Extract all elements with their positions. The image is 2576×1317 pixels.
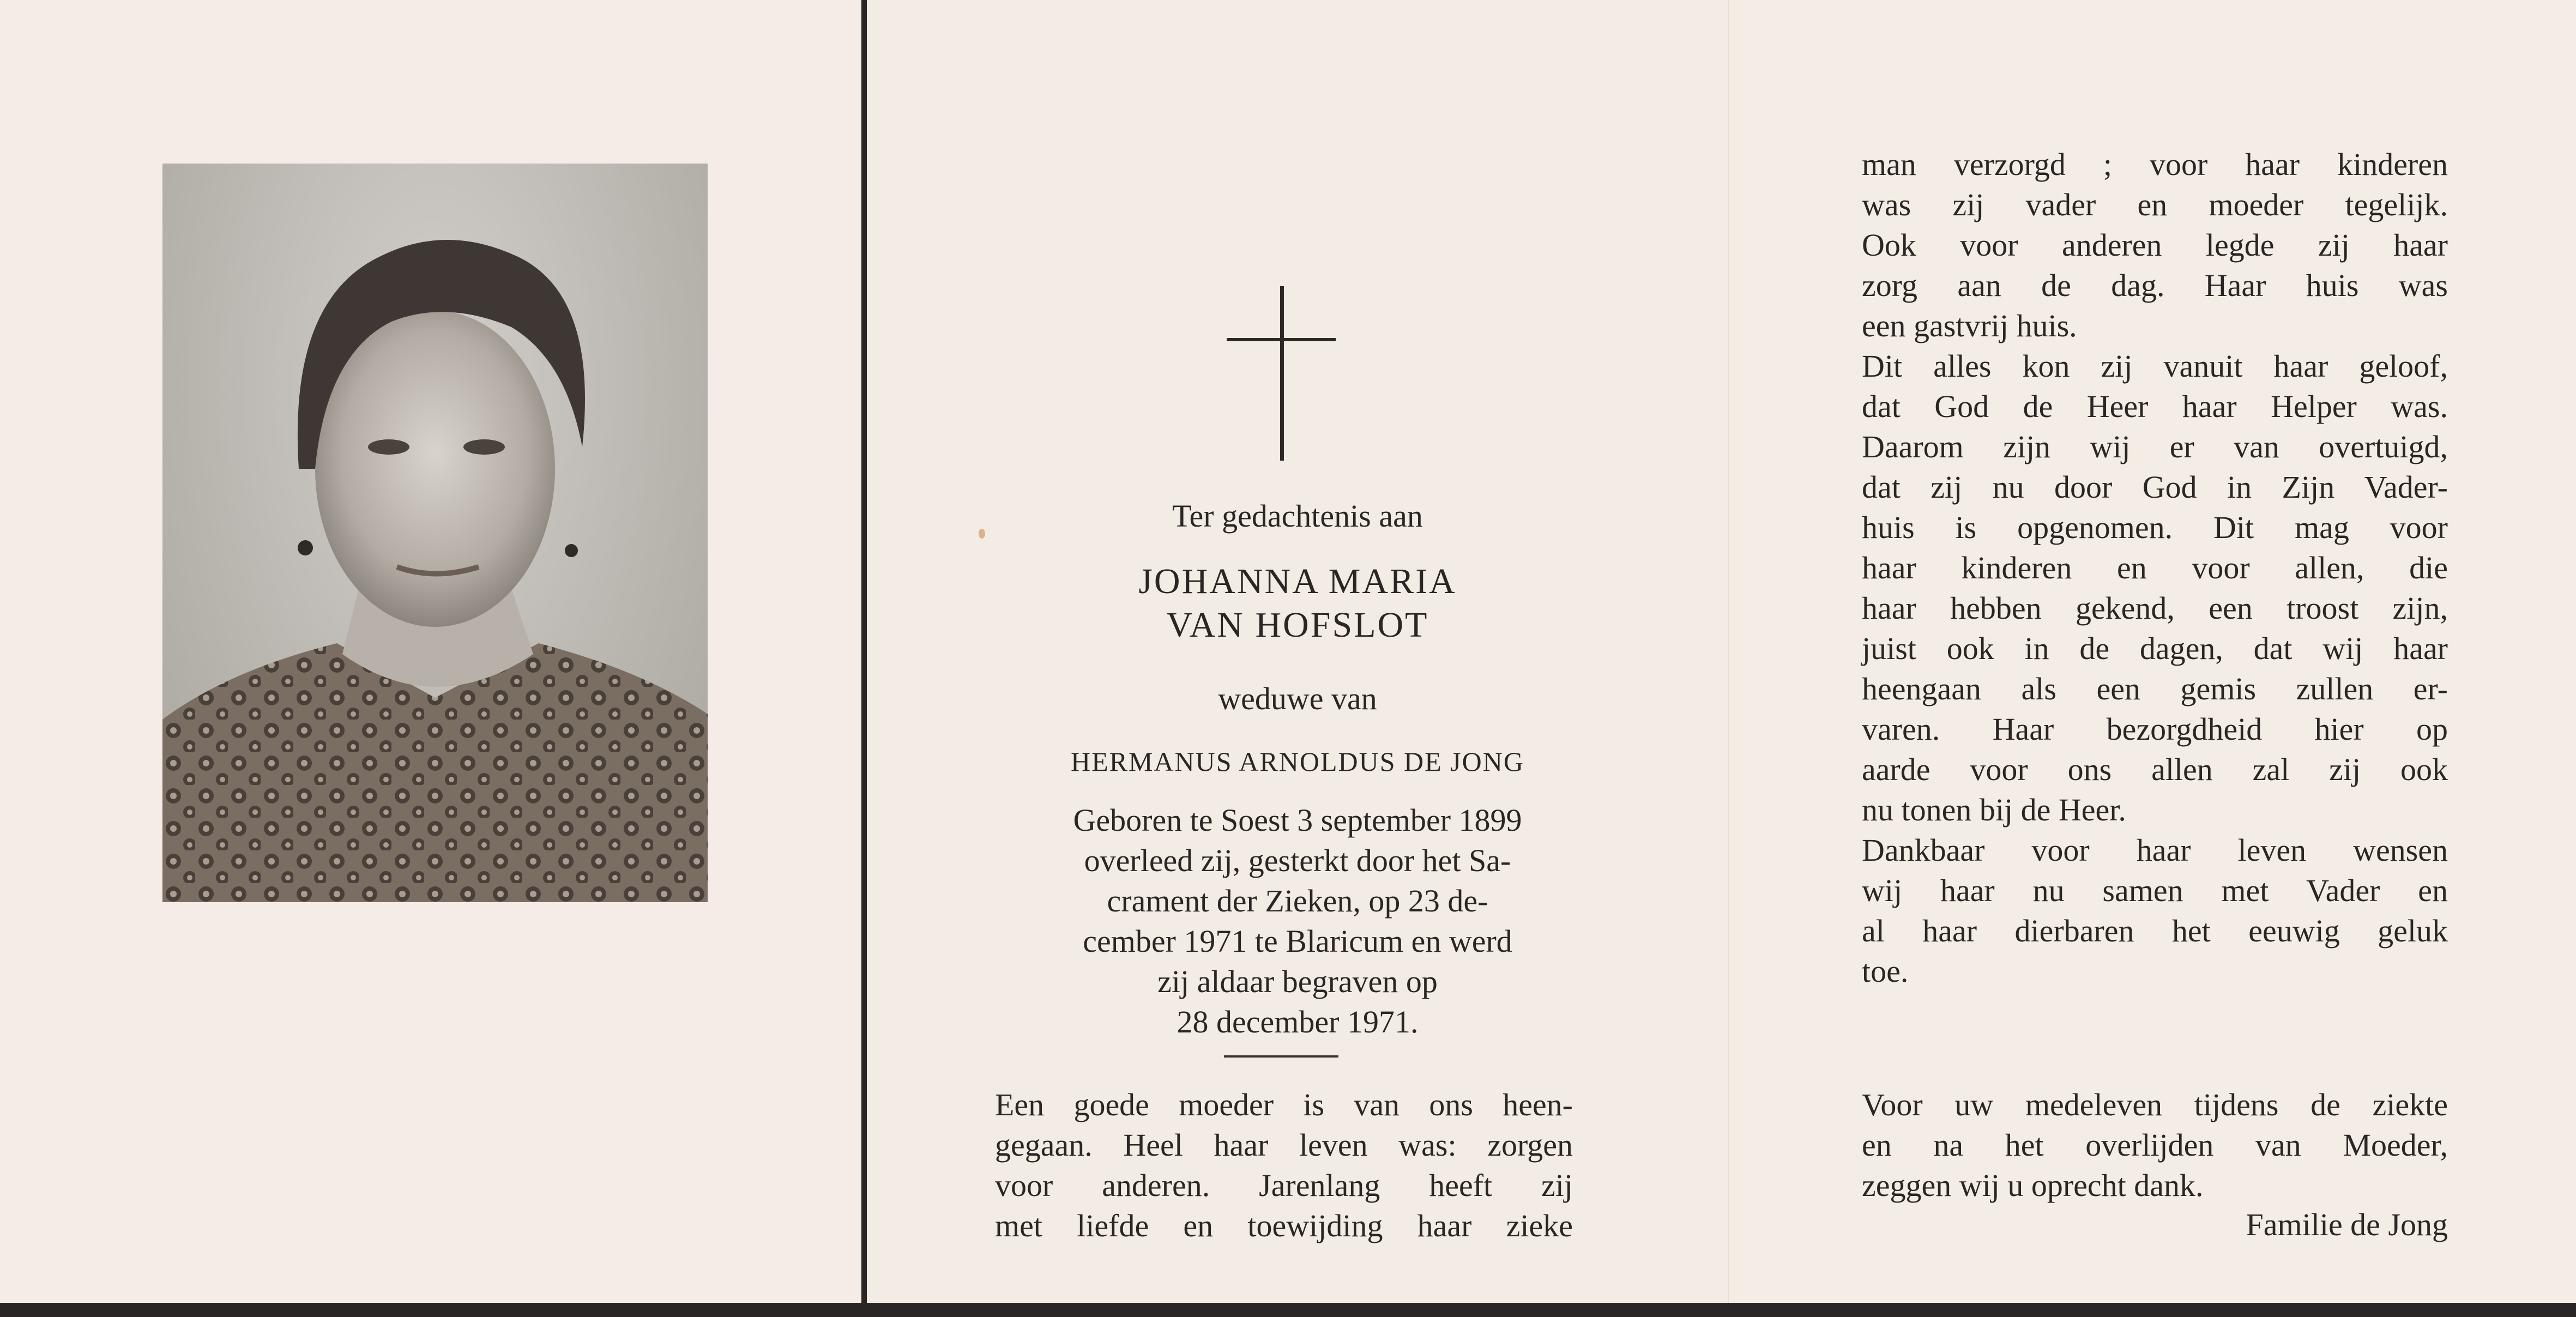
paragraph-line: dat zij nu door God in Zijn Vader- <box>1862 469 2448 505</box>
paragraph-line: toe. <box>1862 953 1909 989</box>
paragraph-line: haar hebben gekend, een troost zijn, <box>1862 590 2448 626</box>
right-paragraph <box>1862 144 2448 992</box>
bio-line: zij aldaar begraven op <box>1157 964 1438 999</box>
thanks-line: zeggen wij u oprecht dank. <box>1862 1168 2204 1203</box>
portrait-photo <box>162 164 708 902</box>
name-last: VAN HOFSLOT <box>1166 605 1429 645</box>
signature: Familie de Jong <box>2246 1207 2448 1242</box>
paragraph-line: wij haar nu samen met Vader en <box>1862 873 2448 908</box>
biography <box>992 800 1603 1042</box>
paragraph-line: man verzorgd ; voor haar kinderen <box>1862 147 2448 182</box>
paragraph-line: was zij vader en moeder tegelijk. <box>1862 187 2448 222</box>
paragraph-line: Daarom zijn wij er van overtuigd, <box>1862 429 2448 464</box>
thanks-line: Voor uw medeleven tijdens de ziekte <box>1862 1087 2448 1122</box>
paragraph-line: dat God de Heer haar Helper was. <box>1862 389 2448 424</box>
bio-line: overleed zij, gesterkt door het Sa- <box>1084 843 1511 878</box>
paragraph-line: een gastvrij huis. <box>1862 308 2077 343</box>
paragraph-line: haar kinderen en voor allen, die <box>1862 550 2448 585</box>
bio-line: crament der Zieken, op 23 de- <box>1107 883 1488 919</box>
paragraph-line: met liefde en toewijding haar zieke <box>995 1208 1573 1243</box>
paragraph-line: heengaan als een gemis zullen er- <box>1862 671 2448 706</box>
paragraph-line: nu tonen bij de Heer. <box>1862 792 2126 827</box>
paragraph-line: huis is opgenomen. Dit mag voor <box>1862 510 2448 545</box>
widow-line: weduwe van <box>1218 681 1377 716</box>
paper-stain <box>979 529 985 539</box>
paragraph-line: al haar dierbaren het eeuwig geluk <box>1862 913 2448 949</box>
divider <box>1224 1055 1338 1058</box>
left-panel <box>0 0 861 1303</box>
paragraph-line: Dit alles kon zij vanuit haar geloof, <box>1862 348 2448 384</box>
portrait-illustration <box>162 164 708 902</box>
middle-paragraph <box>995 1085 1573 1246</box>
paragraph-line: Ook voor anderen legde zij haar <box>1862 227 2448 263</box>
bio-line: Geboren te Soest 3 september 1899 <box>1073 802 1522 838</box>
thanks-paragraph <box>1862 1085 2448 1206</box>
cross-icon <box>1227 286 1336 461</box>
paragraph-line: varen. Haar bezorgdheid hier op <box>1862 711 2448 747</box>
paragraph-line: gegaan. Heel haar leven was: zorgen <box>995 1127 1573 1163</box>
thanks-line: en na het overlijden van Moeder, <box>1862 1127 2448 1163</box>
paragraph-line: aarde voor ons allen zal zij ook <box>1862 752 2448 787</box>
bio-line: 28 december 1971. <box>1177 1004 1419 1040</box>
paragraph-line: voor anderen. Jarenlang heeft zij <box>995 1168 1573 1203</box>
husband-name: HERMANUS ARNOLDUS DE JONG <box>1070 746 1524 777</box>
paragraph-line: Een goede moeder is van ons heen- <box>995 1087 1573 1122</box>
intro-line: Ter gedachtenis aan <box>1172 498 1423 534</box>
paragraph-line: Dankbaar voor haar leven wensen <box>1862 832 2448 868</box>
paragraph-line: juist ook in de dagen, dat wij haar <box>1862 631 2448 666</box>
bio-line: cember 1971 te Blaricum en werd <box>1083 923 1512 959</box>
paragraph-line: zorg aan de dag. Haar huis was <box>1862 268 2448 303</box>
name-first: JOHANNA MARIA <box>1138 561 1457 601</box>
